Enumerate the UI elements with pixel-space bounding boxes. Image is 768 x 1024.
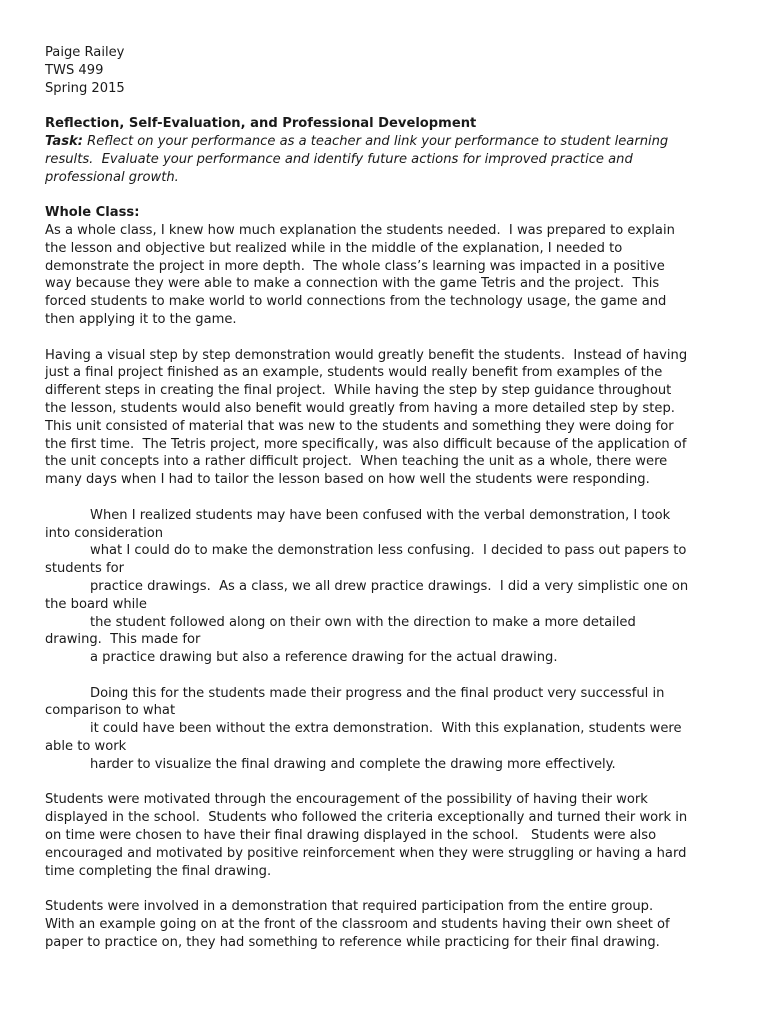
paragraph-line: the lesson and objective but realized while in the middle of the explanation, I needed to xyxy=(45,240,623,256)
spacer xyxy=(45,329,735,347)
paragraph-line: time completing the final drawing. xyxy=(45,863,272,879)
paragraph-line: into consideration xyxy=(45,525,164,541)
paragraph-line: When I realized students may have been confused with the verbal demonstration, I took xyxy=(90,507,671,523)
paragraph-line: forced students to make world to world connections from the technology usage, the game and xyxy=(45,294,667,310)
author-name: Paige Railey xyxy=(45,45,125,60)
document-title: Reflection, Self-Evaluation, and Professional Development xyxy=(45,116,477,132)
paragraph-line: what I could do to make the demonstration less confusing. I decided to pass out papers to xyxy=(90,543,687,559)
paragraph-line: students for xyxy=(45,561,125,577)
paragraph-line: the unit concepts into a rather difficult project. When teaching the unit as a whole, there were xyxy=(45,454,668,470)
paragraph-2 xyxy=(45,347,735,489)
paragraph-line: Students were involved in a demonstration that required participation from the entire group. xyxy=(45,899,654,915)
paragraph-line: the board while xyxy=(45,596,147,612)
task-text: Reflect on your performance as a teacher and link your performance to student learning xyxy=(82,133,669,149)
paragraph-line: the student followed along on their own with the direction to make a more detailed xyxy=(90,614,636,630)
paragraph-line: just a final project finished as an example, students would really benefit from examples of the xyxy=(45,365,663,381)
spacer xyxy=(45,97,735,115)
task-text: results. Evaluate your performance and identify future actions for improved practice and xyxy=(45,151,633,167)
paragraph-line: Having a visual step by step demonstration would greatly benefit the students. Instead of having xyxy=(45,347,688,363)
spacer xyxy=(45,186,735,204)
paragraph-line: demonstrate the project in more depth. The whole class’s learning was impacted in a positive xyxy=(45,258,665,274)
paragraph-line: the lesson, students would also benefit would greatly from having a more detailed step by step. xyxy=(45,400,675,416)
paragraph-line: encouraged and motivated by positive reinforcement when they were struggling or having a hard xyxy=(45,845,687,861)
paragraph-6 xyxy=(45,898,735,951)
section-heading: Whole Class: xyxy=(45,205,140,221)
paragraph-1 xyxy=(45,222,735,329)
paragraph-line: way because they were able to make a connection with the game Tetris and the project. This xyxy=(45,276,660,292)
paragraph-line: harder to visualize the final drawing and complete the drawing more effectively. xyxy=(90,756,616,772)
paragraph-line: different steps in creating the final project. While having the step by step guidance throughout xyxy=(45,383,672,399)
spacer xyxy=(45,774,735,792)
paragraph-5 xyxy=(45,791,735,880)
paragraph-line: able to work xyxy=(45,739,127,755)
paragraph-line: This unit consisted of material that was new to the students and something they were doing for xyxy=(45,418,674,434)
task-line xyxy=(45,133,735,151)
paragraph-line: Doing this for the students made their progress and the final product very successful in xyxy=(90,685,665,701)
spacer xyxy=(45,489,735,507)
paragraph-line: practice drawings. As a class, we all drew practice drawings. I did a very simplistic one on xyxy=(90,578,689,594)
term: Spring 2015 xyxy=(45,80,125,96)
course-code: TWS 499 xyxy=(45,62,104,78)
paragraph-line: many days when I had to tailor the lesson based on how well the students were responding. xyxy=(45,472,650,488)
paragraph-line: it could have been without the extra demonstration. With this explanation, students were xyxy=(90,721,682,737)
spacer xyxy=(45,880,735,898)
paragraph-line: a practice drawing but also a reference drawing for the actual drawing. xyxy=(90,650,558,666)
paragraph-line: drawing. This made for xyxy=(45,632,201,648)
document-page xyxy=(45,44,735,952)
paragraph-line: then applying it to the game. xyxy=(45,311,237,327)
paragraph-line: the first time. The Tetris project, more specifically, was also difficult because of the application of xyxy=(45,436,687,452)
paragraph-3 xyxy=(45,507,735,667)
task-text: professional growth. xyxy=(45,169,179,185)
paragraph-line: comparison to what xyxy=(45,703,176,719)
paragraph-line: displayed in the school. Students who followed the criteria exceptionally and turned their work in xyxy=(45,810,688,826)
paragraph-line: paper to practice on, they had something to reference while practicing for their final drawing. xyxy=(45,934,660,950)
paragraph-line: As a whole class, I knew how much explanation the students needed. I was prepared to explain xyxy=(45,222,675,238)
paragraph-line: Students were motivated through the encouragement of the possibility of having their work xyxy=(45,792,648,808)
paragraph-line: on time were chosen to have their final drawing displayed in the school. Students were also xyxy=(45,828,657,844)
paragraph-4 xyxy=(45,685,735,774)
task-label: Task: xyxy=(45,133,83,149)
paragraph-line: With an example going on at the front of the classroom and students having their own sheet of xyxy=(45,917,670,933)
spacer xyxy=(45,667,735,685)
